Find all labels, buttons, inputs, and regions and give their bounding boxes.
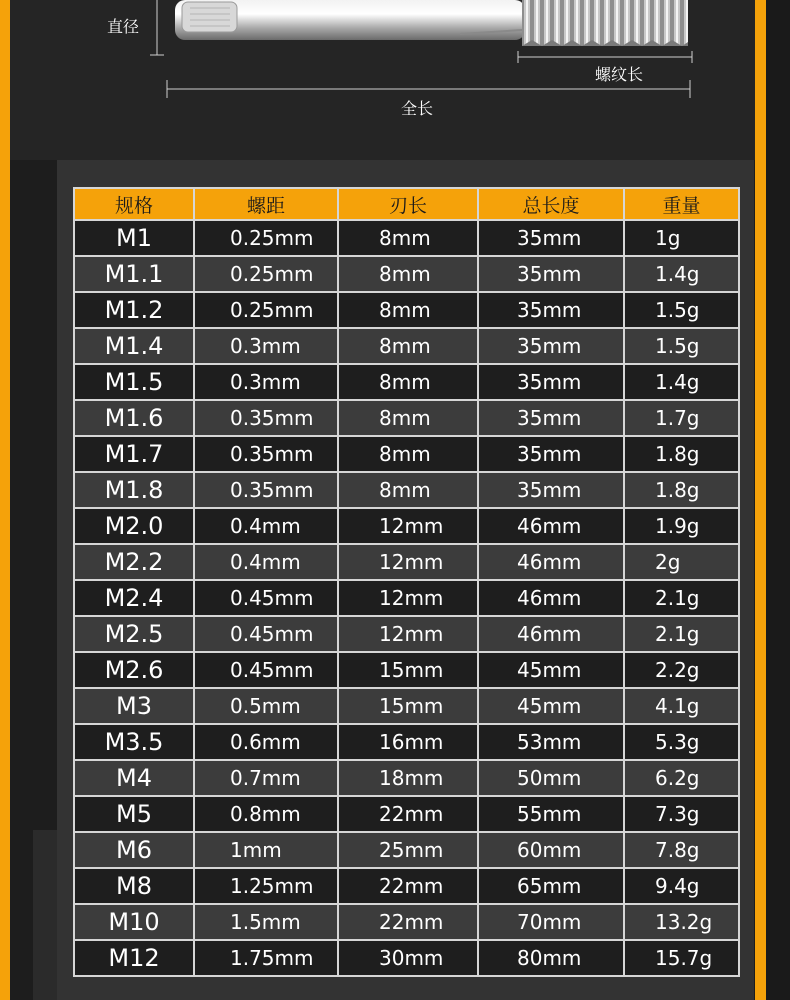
- table-row: [74, 220, 739, 256]
- cell-pitch: 0.45mm: [194, 616, 338, 652]
- cell-weight: 1.8g: [624, 436, 739, 472]
- tap-square-end: [182, 2, 237, 32]
- cell-spec: M5: [74, 796, 194, 832]
- cell-total-length: 45mm: [478, 688, 624, 724]
- cell-total-length: 35mm: [478, 400, 624, 436]
- cell-pitch: 0.3mm: [194, 328, 338, 364]
- table-row: [74, 796, 739, 832]
- cell-blade-length: 8mm: [338, 220, 478, 256]
- cell-spec: M3.5: [74, 724, 194, 760]
- cell-total-length: 35mm: [478, 364, 624, 400]
- diameter-label: 直径: [107, 17, 140, 36]
- cell-blade-length: 8mm: [338, 256, 478, 292]
- cell-total-length: 55mm: [478, 796, 624, 832]
- cell-blade-length: 15mm: [338, 688, 478, 724]
- table-row: [74, 436, 739, 472]
- cell-blade-length: 15mm: [338, 652, 478, 688]
- cell-pitch: 0.6mm: [194, 724, 338, 760]
- table-row: [74, 688, 739, 724]
- cell-weight: 1.4g: [624, 364, 739, 400]
- table-row: [74, 580, 739, 616]
- cell-weight: 2.2g: [624, 652, 739, 688]
- cell-total-length: 45mm: [478, 652, 624, 688]
- cell-pitch: 0.4mm: [194, 544, 338, 580]
- cell-spec: M1.5: [74, 364, 194, 400]
- cell-weight: 1.7g: [624, 400, 739, 436]
- cell-spec: M1: [74, 220, 194, 256]
- cell-blade-length: 8mm: [338, 472, 478, 508]
- cell-blade-length: 22mm: [338, 796, 478, 832]
- cell-blade-length: 12mm: [338, 544, 478, 580]
- cell-total-length: 35mm: [478, 292, 624, 328]
- cell-spec: M12: [74, 940, 194, 976]
- spec-table: [73, 187, 740, 977]
- cell-total-length: 50mm: [478, 760, 624, 796]
- cell-spec: M10: [74, 904, 194, 940]
- cell-pitch: 0.45mm: [194, 580, 338, 616]
- cell-pitch: 0.35mm: [194, 400, 338, 436]
- cell-spec: M2.4: [74, 580, 194, 616]
- cell-weight: 1.8g: [624, 472, 739, 508]
- header-blade-length: 刃长: [338, 188, 478, 220]
- cell-spec: M1.2: [74, 292, 194, 328]
- cell-blade-length: 8mm: [338, 400, 478, 436]
- cell-spec: M8: [74, 868, 194, 904]
- cell-pitch: 0.25mm: [194, 220, 338, 256]
- cell-weight: 1.4g: [624, 256, 739, 292]
- cell-pitch: 0.45mm: [194, 652, 338, 688]
- cell-blade-length: 8mm: [338, 364, 478, 400]
- cell-total-length: 80mm: [478, 940, 624, 976]
- table-row: [74, 652, 739, 688]
- cell-total-length: 46mm: [478, 616, 624, 652]
- cell-pitch: 1mm: [194, 832, 338, 868]
- cell-spec: M1.8: [74, 472, 194, 508]
- cell-blade-length: 12mm: [338, 616, 478, 652]
- cell-weight: 1.5g: [624, 292, 739, 328]
- cell-spec: M6: [74, 832, 194, 868]
- cell-total-length: 35mm: [478, 436, 624, 472]
- table-row: [74, 832, 739, 868]
- cell-total-length: 35mm: [478, 256, 624, 292]
- cell-spec: M2.5: [74, 616, 194, 652]
- thread-length-label: 螺纹长: [595, 65, 644, 84]
- cell-spec: M1.7: [74, 436, 194, 472]
- cell-pitch: 0.25mm: [194, 292, 338, 328]
- total-length-label: 全长: [401, 99, 434, 118]
- cell-blade-length: 12mm: [338, 508, 478, 544]
- cell-blade-length: 8mm: [338, 436, 478, 472]
- cell-spec: M4: [74, 760, 194, 796]
- cell-blade-length: 30mm: [338, 940, 478, 976]
- cell-weight: 5.3g: [624, 724, 739, 760]
- cell-weight: 7.8g: [624, 832, 739, 868]
- table-row: [74, 904, 739, 940]
- cell-blade-length: 12mm: [338, 580, 478, 616]
- cell-weight: 7.3g: [624, 796, 739, 832]
- cell-spec: M1.6: [74, 400, 194, 436]
- cell-blade-length: 8mm: [338, 292, 478, 328]
- cell-pitch: 0.8mm: [194, 796, 338, 832]
- cell-pitch: 0.5mm: [194, 688, 338, 724]
- table-header-row: [74, 188, 739, 220]
- table-row: [74, 724, 739, 760]
- table-row: [74, 760, 739, 796]
- cell-total-length: 46mm: [478, 580, 624, 616]
- cell-weight: 1g: [624, 220, 739, 256]
- table-row: [74, 940, 739, 976]
- cell-spec: M3: [74, 688, 194, 724]
- cell-total-length: 46mm: [478, 544, 624, 580]
- header-spec: 规格: [74, 188, 194, 220]
- cell-pitch: 0.3mm: [194, 364, 338, 400]
- cell-pitch: 0.7mm: [194, 760, 338, 796]
- side-shadow-strip: [33, 830, 57, 1000]
- cell-weight: 9.4g: [624, 868, 739, 904]
- cell-total-length: 65mm: [478, 868, 624, 904]
- cell-pitch: 0.4mm: [194, 508, 338, 544]
- cell-pitch: 0.35mm: [194, 472, 338, 508]
- cell-weight: 6.2g: [624, 760, 739, 796]
- cell-blade-length: 22mm: [338, 904, 478, 940]
- cell-total-length: 35mm: [478, 220, 624, 256]
- cell-spec: M2.6: [74, 652, 194, 688]
- table-row: [74, 256, 739, 292]
- cell-pitch: 0.25mm: [194, 256, 338, 292]
- cell-total-length: 53mm: [478, 724, 624, 760]
- header-total-length: 总长度: [478, 188, 624, 220]
- cell-blade-length: 16mm: [338, 724, 478, 760]
- table-body: [74, 220, 739, 976]
- cell-pitch: 1.25mm: [194, 868, 338, 904]
- cell-pitch: 0.35mm: [194, 436, 338, 472]
- cell-weight: 2.1g: [624, 616, 739, 652]
- table-row: [74, 328, 739, 364]
- table-row: [74, 400, 739, 436]
- cell-blade-length: 25mm: [338, 832, 478, 868]
- cell-blade-length: 8mm: [338, 328, 478, 364]
- cell-weight: 1.5g: [624, 328, 739, 364]
- cell-weight: 15.7g: [624, 940, 739, 976]
- cell-weight: 2g: [624, 544, 739, 580]
- cell-blade-length: 18mm: [338, 760, 478, 796]
- table-row: [74, 544, 739, 580]
- table-row: [74, 868, 739, 904]
- cell-weight: 2.1g: [624, 580, 739, 616]
- cell-total-length: 35mm: [478, 328, 624, 364]
- table-row: [74, 616, 739, 652]
- cell-spec: M2.0: [74, 508, 194, 544]
- header-pitch: 螺距: [194, 188, 338, 220]
- cell-spec: M1.4: [74, 328, 194, 364]
- tap-dimension-diagram: [0, 0, 790, 160]
- cell-pitch: 1.5mm: [194, 904, 338, 940]
- tap-thread: [522, 0, 688, 46]
- cell-total-length: 60mm: [478, 832, 624, 868]
- cell-spec: M2.2: [74, 544, 194, 580]
- table-row: [74, 472, 739, 508]
- cell-weight: 1.9g: [624, 508, 739, 544]
- cell-total-length: 70mm: [478, 904, 624, 940]
- cell-weight: 13.2g: [624, 904, 739, 940]
- cell-weight: 4.1g: [624, 688, 739, 724]
- header-weight: 重量: [624, 188, 739, 220]
- cell-spec: M1.1: [74, 256, 194, 292]
- cell-total-length: 46mm: [478, 508, 624, 544]
- cell-blade-length: 22mm: [338, 868, 478, 904]
- table-row: [74, 508, 739, 544]
- table-row: [74, 364, 739, 400]
- cell-total-length: 35mm: [478, 472, 624, 508]
- table-row: [74, 292, 739, 328]
- cell-pitch: 1.75mm: [194, 940, 338, 976]
